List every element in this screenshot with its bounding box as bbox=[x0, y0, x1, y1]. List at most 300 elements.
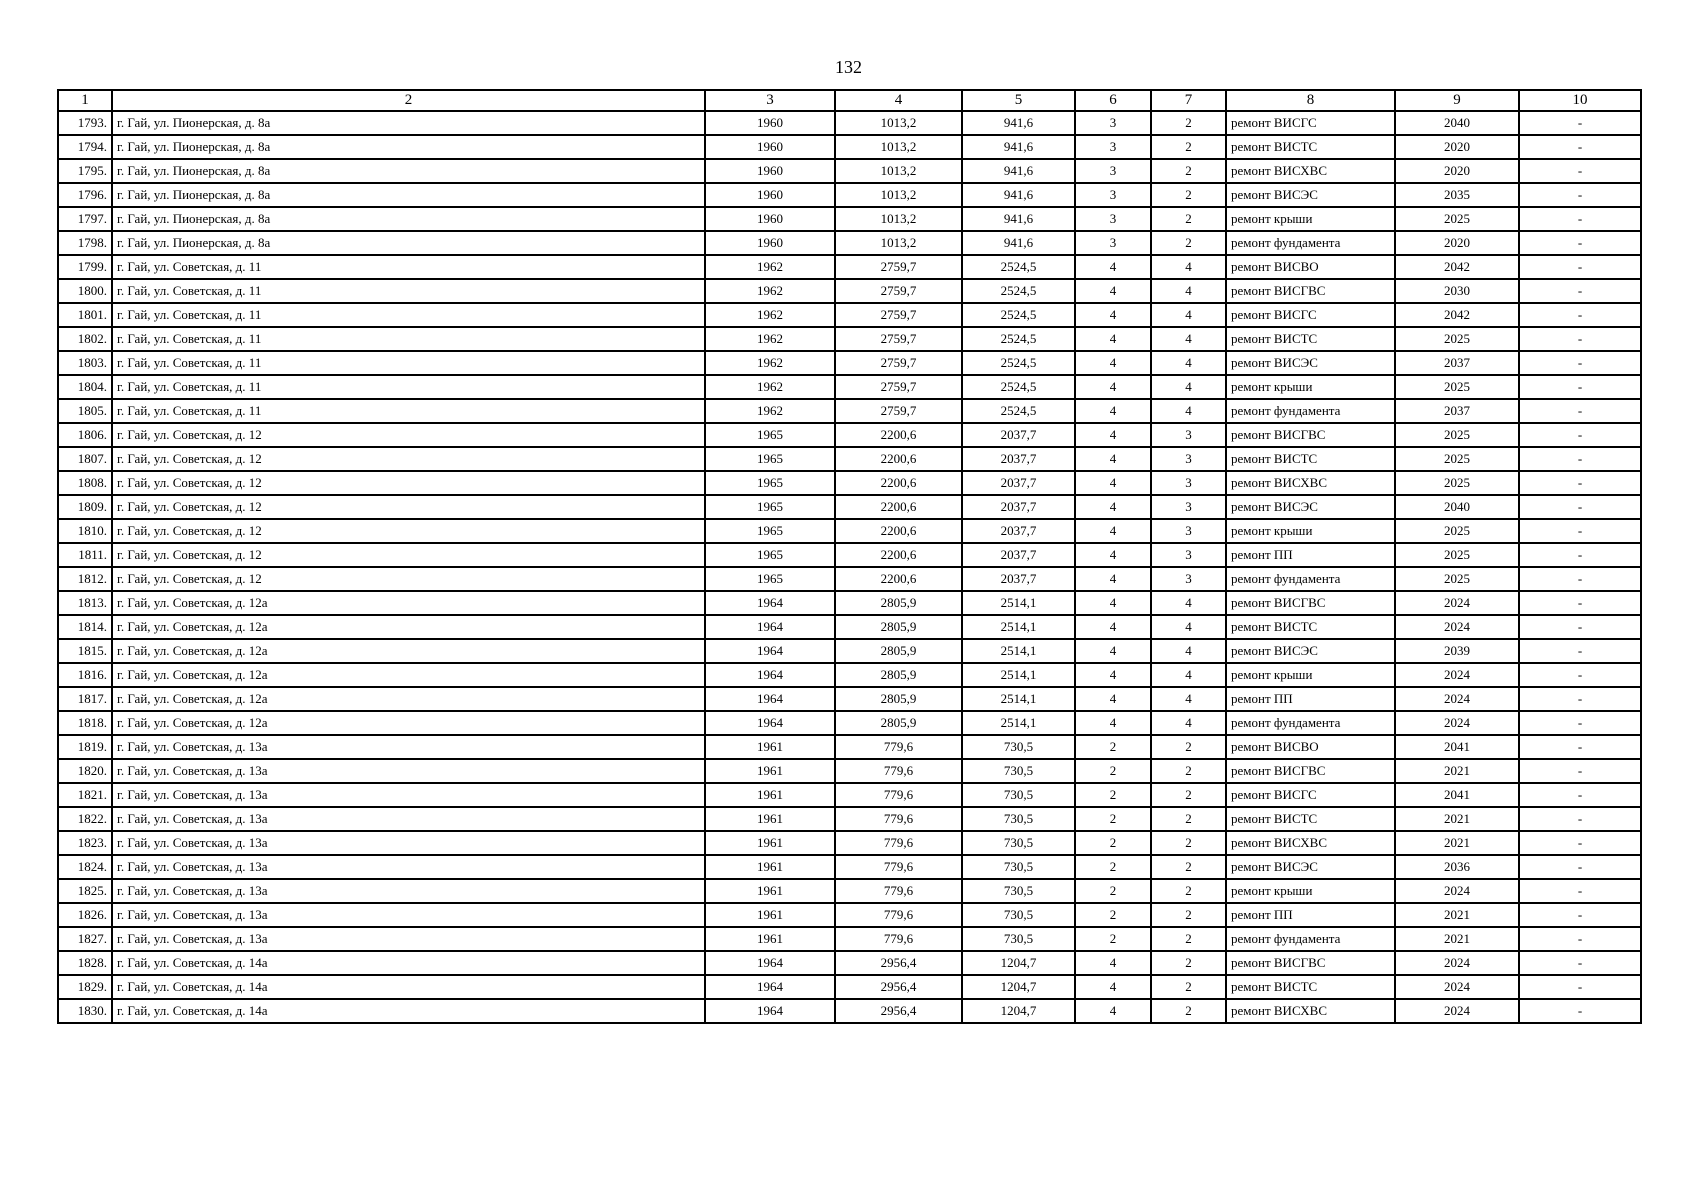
cell-living-area: 2524,5 bbox=[962, 303, 1075, 327]
cell-address: г. Гай, ул. Советская, д. 13а bbox=[112, 927, 705, 951]
cell-planned-year: 2021 bbox=[1395, 927, 1519, 951]
cell-note: - bbox=[1519, 327, 1641, 351]
cell-address: г. Гай, ул. Пионерская, д. 8а bbox=[112, 183, 705, 207]
cell-entrances: 2 bbox=[1151, 207, 1226, 231]
cell-living-area: 2524,5 bbox=[962, 375, 1075, 399]
table-row bbox=[58, 519, 1641, 543]
cell-floors: 4 bbox=[1075, 423, 1151, 447]
table-row bbox=[58, 279, 1641, 303]
table-row bbox=[58, 615, 1641, 639]
cell-work-type: ремонт фундамента bbox=[1226, 399, 1395, 423]
cell-planned-year: 2024 bbox=[1395, 591, 1519, 615]
cell-total-area: 1013,2 bbox=[835, 111, 962, 135]
cell-work-type: ремонт ВИСВО bbox=[1226, 735, 1395, 759]
cell-address: г. Гай, ул. Советская, д. 14а bbox=[112, 951, 705, 975]
column-number-header: 7 bbox=[1151, 90, 1226, 111]
cell-work-type: ремонт крыши bbox=[1226, 879, 1395, 903]
cell-year-built: 1964 bbox=[705, 615, 835, 639]
cell-floors: 4 bbox=[1075, 519, 1151, 543]
cell-floors: 4 bbox=[1075, 303, 1151, 327]
cell-work-type: ремонт ВИСГС bbox=[1226, 303, 1395, 327]
cell-planned-year: 2021 bbox=[1395, 903, 1519, 927]
cell-total-area: 1013,2 bbox=[835, 207, 962, 231]
cell-year-built: 1964 bbox=[705, 951, 835, 975]
cell-floors: 2 bbox=[1075, 879, 1151, 903]
cell-year-built: 1962 bbox=[705, 399, 835, 423]
cell-row-number: 1809. bbox=[58, 495, 112, 519]
column-number-header: 8 bbox=[1226, 90, 1395, 111]
table-row bbox=[58, 375, 1641, 399]
column-number-header: 5 bbox=[962, 90, 1075, 111]
cell-entrances: 2 bbox=[1151, 903, 1226, 927]
cell-row-number: 1805. bbox=[58, 399, 112, 423]
cell-floors: 2 bbox=[1075, 831, 1151, 855]
cell-living-area: 730,5 bbox=[962, 735, 1075, 759]
table-row bbox=[58, 327, 1641, 351]
cell-entrances: 4 bbox=[1151, 303, 1226, 327]
cell-year-built: 1961 bbox=[705, 759, 835, 783]
cell-note: - bbox=[1519, 567, 1641, 591]
cell-work-type: ремонт крыши bbox=[1226, 663, 1395, 687]
cell-floors: 2 bbox=[1075, 903, 1151, 927]
cell-row-number: 1807. bbox=[58, 447, 112, 471]
cell-floors: 4 bbox=[1075, 591, 1151, 615]
cell-entrances: 2 bbox=[1151, 807, 1226, 831]
cell-note: - bbox=[1519, 831, 1641, 855]
cell-total-area: 2200,6 bbox=[835, 423, 962, 447]
cell-planned-year: 2037 bbox=[1395, 351, 1519, 375]
table-row bbox=[58, 999, 1641, 1023]
cell-entrances: 4 bbox=[1151, 351, 1226, 375]
cell-living-area: 730,5 bbox=[962, 903, 1075, 927]
cell-planned-year: 2025 bbox=[1395, 375, 1519, 399]
table-row bbox=[58, 159, 1641, 183]
cell-entrances: 3 bbox=[1151, 471, 1226, 495]
cell-entrances: 2 bbox=[1151, 831, 1226, 855]
cell-living-area: 941,6 bbox=[962, 207, 1075, 231]
cell-living-area: 2037,7 bbox=[962, 471, 1075, 495]
cell-row-number: 1804. bbox=[58, 375, 112, 399]
cell-address: г. Гай, ул. Советская, д. 14а bbox=[112, 975, 705, 999]
cell-floors: 2 bbox=[1075, 783, 1151, 807]
cell-row-number: 1819. bbox=[58, 735, 112, 759]
cell-entrances: 2 bbox=[1151, 183, 1226, 207]
cell-note: - bbox=[1519, 639, 1641, 663]
cell-year-built: 1962 bbox=[705, 303, 835, 327]
cell-entrances: 3 bbox=[1151, 567, 1226, 591]
cell-year-built: 1960 bbox=[705, 231, 835, 255]
cell-row-number: 1795. bbox=[58, 159, 112, 183]
cell-row-number: 1829. bbox=[58, 975, 112, 999]
cell-row-number: 1811. bbox=[58, 543, 112, 567]
cell-total-area: 779,6 bbox=[835, 855, 962, 879]
cell-work-type: ремонт ВИСТС bbox=[1226, 327, 1395, 351]
table-row bbox=[58, 951, 1641, 975]
cell-work-type: ремонт крыши bbox=[1226, 375, 1395, 399]
cell-work-type: ремонт ВИСЭС bbox=[1226, 495, 1395, 519]
cell-address: г. Гай, ул. Советская, д. 12а bbox=[112, 591, 705, 615]
cell-address: г. Гай, ул. Советская, д. 13а bbox=[112, 807, 705, 831]
cell-year-built: 1962 bbox=[705, 351, 835, 375]
cell-total-area: 2759,7 bbox=[835, 327, 962, 351]
cell-total-area: 779,6 bbox=[835, 807, 962, 831]
table-row bbox=[58, 135, 1641, 159]
cell-living-area: 2514,1 bbox=[962, 615, 1075, 639]
cell-entrances: 2 bbox=[1151, 759, 1226, 783]
cell-row-number: 1808. bbox=[58, 471, 112, 495]
cell-total-area: 1013,2 bbox=[835, 231, 962, 255]
cell-year-built: 1965 bbox=[705, 543, 835, 567]
cell-living-area: 941,6 bbox=[962, 231, 1075, 255]
cell-entrances: 4 bbox=[1151, 591, 1226, 615]
cell-floors: 4 bbox=[1075, 327, 1151, 351]
cell-living-area: 730,5 bbox=[962, 855, 1075, 879]
cell-note: - bbox=[1519, 519, 1641, 543]
cell-planned-year: 2025 bbox=[1395, 327, 1519, 351]
cell-work-type: ремонт крыши bbox=[1226, 207, 1395, 231]
cell-address: г. Гай, ул. Советская, д. 12 bbox=[112, 471, 705, 495]
cell-planned-year: 2020 bbox=[1395, 135, 1519, 159]
cell-planned-year: 2025 bbox=[1395, 447, 1519, 471]
cell-floors: 3 bbox=[1075, 135, 1151, 159]
cell-note: - bbox=[1519, 903, 1641, 927]
cell-living-area: 2037,7 bbox=[962, 543, 1075, 567]
table-row bbox=[58, 471, 1641, 495]
cell-planned-year: 2021 bbox=[1395, 759, 1519, 783]
cell-planned-year: 2025 bbox=[1395, 543, 1519, 567]
table-row bbox=[58, 855, 1641, 879]
cell-year-built: 1962 bbox=[705, 279, 835, 303]
cell-year-built: 1960 bbox=[705, 207, 835, 231]
table-row bbox=[58, 879, 1641, 903]
cell-address: г. Гай, ул. Советская, д. 13а bbox=[112, 831, 705, 855]
cell-work-type: ремонт ВИСГВС bbox=[1226, 279, 1395, 303]
cell-row-number: 1813. bbox=[58, 591, 112, 615]
cell-living-area: 941,6 bbox=[962, 183, 1075, 207]
cell-row-number: 1814. bbox=[58, 615, 112, 639]
cell-total-area: 1013,2 bbox=[835, 183, 962, 207]
cell-total-area: 2200,6 bbox=[835, 495, 962, 519]
cell-floors: 4 bbox=[1075, 375, 1151, 399]
cell-year-built: 1961 bbox=[705, 879, 835, 903]
cell-living-area: 2524,5 bbox=[962, 351, 1075, 375]
cell-note: - bbox=[1519, 807, 1641, 831]
cell-note: - bbox=[1519, 927, 1641, 951]
cell-year-built: 1960 bbox=[705, 111, 835, 135]
cell-living-area: 2514,1 bbox=[962, 639, 1075, 663]
cell-floors: 4 bbox=[1075, 471, 1151, 495]
table-row bbox=[58, 231, 1641, 255]
cell-total-area: 779,6 bbox=[835, 831, 962, 855]
cell-floors: 2 bbox=[1075, 927, 1151, 951]
cell-entrances: 3 bbox=[1151, 423, 1226, 447]
table-row bbox=[58, 423, 1641, 447]
cell-note: - bbox=[1519, 111, 1641, 135]
cell-address: г. Гай, ул. Советская, д. 11 bbox=[112, 351, 705, 375]
cell-floors: 4 bbox=[1075, 711, 1151, 735]
cell-note: - bbox=[1519, 351, 1641, 375]
cell-total-area: 779,6 bbox=[835, 783, 962, 807]
cell-note: - bbox=[1519, 615, 1641, 639]
cell-planned-year: 2025 bbox=[1395, 207, 1519, 231]
cell-address: г. Гай, ул. Советская, д. 12 bbox=[112, 423, 705, 447]
cell-row-number: 1820. bbox=[58, 759, 112, 783]
cell-entrances: 4 bbox=[1151, 279, 1226, 303]
cell-total-area: 2956,4 bbox=[835, 999, 962, 1023]
cell-living-area: 1204,7 bbox=[962, 999, 1075, 1023]
cell-planned-year: 2025 bbox=[1395, 423, 1519, 447]
cell-work-type: ремонт ПП bbox=[1226, 687, 1395, 711]
table-row bbox=[58, 303, 1641, 327]
cell-year-built: 1964 bbox=[705, 711, 835, 735]
cell-entrances: 2 bbox=[1151, 999, 1226, 1023]
cell-planned-year: 2041 bbox=[1395, 783, 1519, 807]
cell-floors: 2 bbox=[1075, 855, 1151, 879]
cell-year-built: 1961 bbox=[705, 927, 835, 951]
cell-floors: 4 bbox=[1075, 543, 1151, 567]
cell-row-number: 1825. bbox=[58, 879, 112, 903]
cell-work-type: ремонт ПП bbox=[1226, 543, 1395, 567]
cell-note: - bbox=[1519, 159, 1641, 183]
cell-year-built: 1965 bbox=[705, 423, 835, 447]
cell-note: - bbox=[1519, 999, 1641, 1023]
cell-row-number: 1816. bbox=[58, 663, 112, 687]
cell-year-built: 1964 bbox=[705, 687, 835, 711]
cell-living-area: 941,6 bbox=[962, 159, 1075, 183]
cell-living-area: 730,5 bbox=[962, 879, 1075, 903]
cell-total-area: 2805,9 bbox=[835, 639, 962, 663]
cell-note: - bbox=[1519, 879, 1641, 903]
cell-entrances: 3 bbox=[1151, 447, 1226, 471]
table-row bbox=[58, 975, 1641, 999]
cell-planned-year: 2024 bbox=[1395, 951, 1519, 975]
cell-total-area: 779,6 bbox=[835, 879, 962, 903]
cell-total-area: 2759,7 bbox=[835, 303, 962, 327]
cell-note: - bbox=[1519, 207, 1641, 231]
cell-address: г. Гай, ул. Советская, д. 12 bbox=[112, 519, 705, 543]
cell-total-area: 2200,6 bbox=[835, 519, 962, 543]
cell-row-number: 1828. bbox=[58, 951, 112, 975]
cell-address: г. Гай, ул. Советская, д. 12 bbox=[112, 447, 705, 471]
cell-floors: 4 bbox=[1075, 279, 1151, 303]
cell-floors: 3 bbox=[1075, 159, 1151, 183]
cell-year-built: 1965 bbox=[705, 519, 835, 543]
cell-planned-year: 2024 bbox=[1395, 711, 1519, 735]
cell-note: - bbox=[1519, 591, 1641, 615]
cell-work-type: ремонт ВИСТС bbox=[1226, 447, 1395, 471]
cell-note: - bbox=[1519, 951, 1641, 975]
cell-work-type: ремонт ВИСХВС bbox=[1226, 999, 1395, 1023]
cell-living-area: 2524,5 bbox=[962, 399, 1075, 423]
column-number-header: 6 bbox=[1075, 90, 1151, 111]
cell-entrances: 2 bbox=[1151, 951, 1226, 975]
cell-planned-year: 2024 bbox=[1395, 999, 1519, 1023]
cell-total-area: 2805,9 bbox=[835, 687, 962, 711]
cell-living-area: 2514,1 bbox=[962, 663, 1075, 687]
table-row bbox=[58, 831, 1641, 855]
table-row bbox=[58, 111, 1641, 135]
cell-planned-year: 2025 bbox=[1395, 519, 1519, 543]
cell-total-area: 2759,7 bbox=[835, 351, 962, 375]
table-row bbox=[58, 735, 1641, 759]
cell-living-area: 2524,5 bbox=[962, 255, 1075, 279]
cell-work-type: ремонт фундамента bbox=[1226, 927, 1395, 951]
cell-floors: 4 bbox=[1075, 639, 1151, 663]
cell-total-area: 2805,9 bbox=[835, 663, 962, 687]
cell-work-type: ремонт ВИСГС bbox=[1226, 783, 1395, 807]
cell-planned-year: 2021 bbox=[1395, 807, 1519, 831]
cell-address: г. Гай, ул. Советская, д. 12а bbox=[112, 639, 705, 663]
cell-planned-year: 2040 bbox=[1395, 111, 1519, 135]
cell-floors: 2 bbox=[1075, 807, 1151, 831]
cell-year-built: 1960 bbox=[705, 159, 835, 183]
cell-total-area: 2200,6 bbox=[835, 447, 962, 471]
table-row bbox=[58, 447, 1641, 471]
cell-row-number: 1830. bbox=[58, 999, 112, 1023]
cell-address: г. Гай, ул. Советская, д. 13а bbox=[112, 783, 705, 807]
cell-total-area: 2956,4 bbox=[835, 951, 962, 975]
column-number-header: 4 bbox=[835, 90, 962, 111]
cell-floors: 4 bbox=[1075, 687, 1151, 711]
cell-note: - bbox=[1519, 711, 1641, 735]
cell-address: г. Гай, ул. Советская, д. 11 bbox=[112, 375, 705, 399]
cell-planned-year: 2024 bbox=[1395, 879, 1519, 903]
cell-row-number: 1821. bbox=[58, 783, 112, 807]
cell-living-area: 2524,5 bbox=[962, 327, 1075, 351]
table-row bbox=[58, 927, 1641, 951]
cell-work-type: ремонт фундамента bbox=[1226, 231, 1395, 255]
cell-living-area: 941,6 bbox=[962, 111, 1075, 135]
cell-address: г. Гай, ул. Советская, д. 11 bbox=[112, 279, 705, 303]
cell-note: - bbox=[1519, 735, 1641, 759]
table-row bbox=[58, 807, 1641, 831]
cell-address: г. Гай, ул. Советская, д. 12а bbox=[112, 711, 705, 735]
cell-address: г. Гай, ул. Советская, д. 14а bbox=[112, 999, 705, 1023]
cell-floors: 4 bbox=[1075, 975, 1151, 999]
cell-row-number: 1793. bbox=[58, 111, 112, 135]
cell-living-area: 2037,7 bbox=[962, 495, 1075, 519]
cell-living-area: 2037,7 bbox=[962, 447, 1075, 471]
table-row bbox=[58, 183, 1641, 207]
table-row bbox=[58, 543, 1641, 567]
cell-address: г. Гай, ул. Советская, д. 12 bbox=[112, 567, 705, 591]
cell-planned-year: 2024 bbox=[1395, 615, 1519, 639]
cell-row-number: 1815. bbox=[58, 639, 112, 663]
cell-living-area: 2514,1 bbox=[962, 687, 1075, 711]
cell-planned-year: 2035 bbox=[1395, 183, 1519, 207]
cell-living-area: 2037,7 bbox=[962, 423, 1075, 447]
cell-total-area: 2759,7 bbox=[835, 399, 962, 423]
cell-note: - bbox=[1519, 447, 1641, 471]
cell-floors: 2 bbox=[1075, 759, 1151, 783]
cell-row-number: 1823. bbox=[58, 831, 112, 855]
cell-note: - bbox=[1519, 231, 1641, 255]
cell-planned-year: 2041 bbox=[1395, 735, 1519, 759]
cell-living-area: 730,5 bbox=[962, 831, 1075, 855]
cell-address: г. Гай, ул. Пионерская, д. 8а bbox=[112, 231, 705, 255]
cell-work-type: ремонт ВИСТС bbox=[1226, 615, 1395, 639]
cell-note: - bbox=[1519, 687, 1641, 711]
cell-floors: 4 bbox=[1075, 999, 1151, 1023]
cell-total-area: 2956,4 bbox=[835, 975, 962, 999]
cell-work-type: ремонт ВИСГВС bbox=[1226, 759, 1395, 783]
cell-living-area: 2037,7 bbox=[962, 567, 1075, 591]
cell-row-number: 1810. bbox=[58, 519, 112, 543]
cell-floors: 4 bbox=[1075, 399, 1151, 423]
cell-planned-year: 2042 bbox=[1395, 255, 1519, 279]
cell-work-type: ремонт ВИСТС bbox=[1226, 135, 1395, 159]
cell-total-area: 2200,6 bbox=[835, 567, 962, 591]
cell-row-number: 1818. bbox=[58, 711, 112, 735]
cell-work-type: ремонт ВИСТС bbox=[1226, 975, 1395, 999]
cell-row-number: 1817. bbox=[58, 687, 112, 711]
cell-planned-year: 2030 bbox=[1395, 279, 1519, 303]
cell-row-number: 1794. bbox=[58, 135, 112, 159]
table-row bbox=[58, 567, 1641, 591]
cell-entrances: 3 bbox=[1151, 543, 1226, 567]
cell-planned-year: 2020 bbox=[1395, 159, 1519, 183]
cell-address: г. Гай, ул. Советская, д. 13а bbox=[112, 759, 705, 783]
cell-entrances: 4 bbox=[1151, 711, 1226, 735]
cell-living-area: 730,5 bbox=[962, 927, 1075, 951]
cell-address: г. Гай, ул. Советская, д. 12а bbox=[112, 687, 705, 711]
column-number-header: 1 bbox=[58, 90, 112, 111]
cell-work-type: ремонт ВИСГВС bbox=[1226, 591, 1395, 615]
cell-planned-year: 2021 bbox=[1395, 831, 1519, 855]
cell-entrances: 3 bbox=[1151, 495, 1226, 519]
cell-entrances: 2 bbox=[1151, 135, 1226, 159]
cell-year-built: 1961 bbox=[705, 807, 835, 831]
cell-planned-year: 2036 bbox=[1395, 855, 1519, 879]
cell-entrances: 2 bbox=[1151, 231, 1226, 255]
cell-living-area: 730,5 bbox=[962, 807, 1075, 831]
cell-entrances: 2 bbox=[1151, 111, 1226, 135]
cell-living-area: 730,5 bbox=[962, 759, 1075, 783]
cell-year-built: 1964 bbox=[705, 639, 835, 663]
cell-year-built: 1960 bbox=[705, 183, 835, 207]
cell-entrances: 4 bbox=[1151, 255, 1226, 279]
cell-floors: 3 bbox=[1075, 231, 1151, 255]
table-row bbox=[58, 495, 1641, 519]
table-row bbox=[58, 351, 1641, 375]
cell-living-area: 2524,5 bbox=[962, 279, 1075, 303]
cell-work-type: ремонт крыши bbox=[1226, 519, 1395, 543]
cell-note: - bbox=[1519, 279, 1641, 303]
cell-total-area: 2759,7 bbox=[835, 255, 962, 279]
cell-work-type: ремонт ВИСГС bbox=[1226, 111, 1395, 135]
cell-address: г. Гай, ул. Советская, д. 12а bbox=[112, 615, 705, 639]
cell-note: - bbox=[1519, 375, 1641, 399]
cell-entrances: 2 bbox=[1151, 735, 1226, 759]
cell-floors: 3 bbox=[1075, 111, 1151, 135]
cell-planned-year: 2039 bbox=[1395, 639, 1519, 663]
cell-note: - bbox=[1519, 255, 1641, 279]
cell-total-area: 779,6 bbox=[835, 759, 962, 783]
column-number-header: 3 bbox=[705, 90, 835, 111]
table-row bbox=[58, 759, 1641, 783]
column-number-header: 9 bbox=[1395, 90, 1519, 111]
cell-row-number: 1802. bbox=[58, 327, 112, 351]
table-row bbox=[58, 783, 1641, 807]
cell-note: - bbox=[1519, 135, 1641, 159]
cell-total-area: 1013,2 bbox=[835, 135, 962, 159]
cell-total-area: 1013,2 bbox=[835, 159, 962, 183]
cell-row-number: 1800. bbox=[58, 279, 112, 303]
cell-work-type: ремонт ВИСВО bbox=[1226, 255, 1395, 279]
cell-row-number: 1827. bbox=[58, 927, 112, 951]
cell-entrances: 4 bbox=[1151, 663, 1226, 687]
cell-living-area: 1204,7 bbox=[962, 951, 1075, 975]
